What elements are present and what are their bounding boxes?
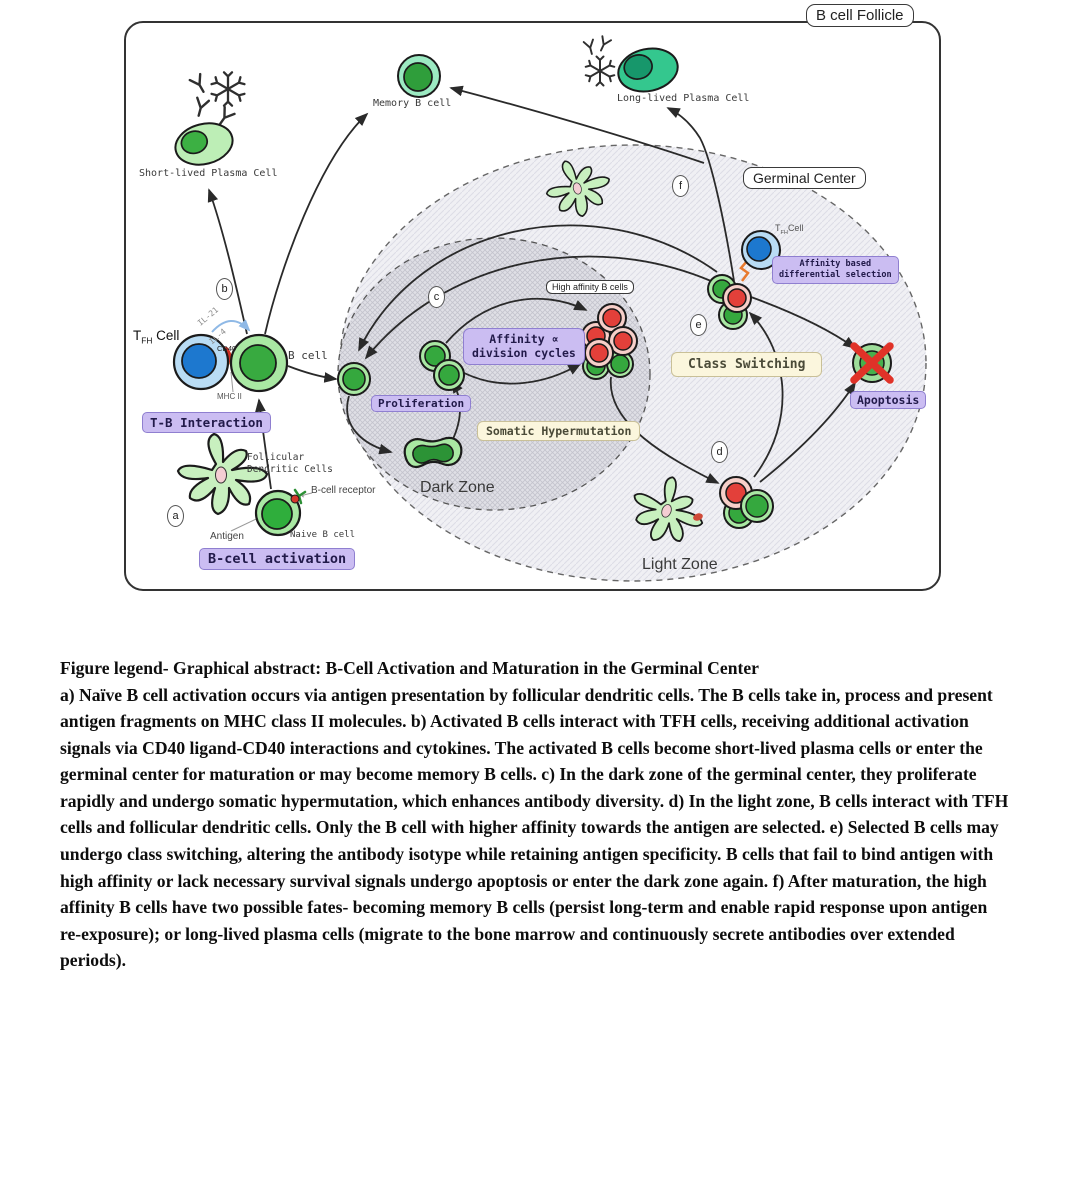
fdc-label (247, 452, 333, 477)
step-b-marker: b (216, 278, 233, 300)
darkzone-entry-nucleus (343, 368, 365, 390)
memory-b-cell-label: Memory B cell (373, 98, 452, 109)
somatic-hypermutation-box: Somatic Hypermutation (477, 421, 640, 441)
affinity-line2: division cycles (472, 346, 576, 361)
legend-body: a) Naïve B cell activation occurs via antigen presentation by follicular dendritic cells. The B cells take in, process and present antigen fragments on MHC class II molecules. b) Activated B cells interact with TFH cells, receiving additional activation signals via CD40 ligand-CD40 interactions and cytokines. The activated B cells become short-lived plasma cells or enter the germinal center for maturation or may become memory B cells. c) In the dark zone of the germinal center, they proliferate rapidly and undergo somatic hypermutation, which enhances antibody diversity. d) In the light zone, B cells interact with TFH cells and follicular dendritic cells. Only the B cell with higher affinity towards the antigen are selected. e) Selected B cells may undergo class switching, altering the antibody isotype while retaining antigen specificity. B cells that fail to bind antigen with high affinity or lack necessary survival signals undergo apoptosis or enter the dark zone again. f) After maturation, the high affinity B cells have two possible fates- becoming memory B cells (persist long-term and enable rapid response upon antigen re-exposure); or long-lived plasma cells (migrate to the bone marrow and continuously secrete antibodies over extended periods). (60, 684, 1009, 971)
affinity-line1: Affinity ∝ (489, 332, 559, 346)
tfh-t: T (133, 328, 142, 343)
selection-line2: differential selection (779, 270, 892, 281)
b-cell-receptor-label: B-cell receptor (311, 485, 376, 496)
proliferating-b-cell-nucleus (439, 365, 459, 385)
selection-line1: Affinity based (799, 259, 872, 269)
tfh-t: T (775, 223, 781, 233)
tfh-rest: Cell (152, 328, 180, 343)
b-cell-follicle-label: B cell Follicle (806, 4, 914, 27)
short-lived-plasma-cell-label: Short-lived Plasma Cell (139, 168, 278, 179)
tfh-cell-nucleus (182, 344, 216, 378)
il21-label: IL-21 (195, 305, 221, 328)
selected-b-cell-nucleus (728, 289, 746, 307)
tfh-rest: Cell (787, 223, 804, 233)
fdc-label-line2: Dendritic Cells (247, 464, 333, 476)
antigen-label: Antigen (210, 531, 244, 542)
tfh-cell-label (133, 328, 179, 346)
proliferation-box: Proliferation (371, 395, 471, 412)
tb-interaction-box: T-B Interaction (142, 412, 271, 433)
antigen-dot (291, 495, 299, 503)
long-lived-plasma-cell-label: Long-lived Plasma Cell (617, 93, 750, 104)
step-c-marker: c (428, 286, 445, 308)
il4-label: IL-4 (207, 326, 228, 347)
high-affinity-label: High affinity B cells (546, 280, 634, 294)
affinity-division-box (463, 328, 585, 365)
step-a-marker: a (167, 505, 184, 527)
step-d-marker: d (711, 441, 728, 463)
apoptosis-box: Apoptosis (850, 391, 926, 409)
high-affinity-nucleus (590, 344, 608, 362)
figure-legend (60, 655, 1010, 974)
light-zone-label: Light Zone (642, 556, 718, 573)
germinal-center-label: Germinal Center (743, 167, 866, 189)
tfh-cell-germinal-nucleus (747, 237, 771, 261)
dividing-b-cell (405, 438, 462, 467)
step-f-marker: f (672, 175, 689, 197)
tfh-cell-germinal-label (775, 223, 803, 236)
cluster-green-nucleus (611, 355, 629, 373)
lightzone-green-nucleus (746, 495, 768, 517)
high-affinity-nucleus (603, 309, 621, 327)
dark-zone-label: Dark Zone (420, 479, 495, 496)
b-cell-label: B cell (288, 349, 328, 362)
tfh-sub: FH (141, 335, 153, 346)
tfh-sub: FH (780, 229, 788, 236)
affinity-selection-box (772, 256, 899, 284)
naive-b-cell-label: Naive B cell (290, 530, 356, 540)
high-affinity-nucleus (614, 332, 632, 350)
naive-b-cell-nucleus (262, 499, 292, 529)
memory-b-cell-nucleus (404, 63, 432, 91)
mhc2-label: MHC II (217, 392, 242, 401)
b-cell-nucleus (240, 345, 276, 381)
b-cell-activation-box: B-cell activation (199, 548, 355, 570)
step-e-marker: e (690, 314, 707, 336)
legend-title: Figure legend- Graphical abstract: B-Cell Activation and Maturation in the Germinal Center (60, 658, 759, 678)
fdc-label-line1: Follicular (247, 452, 305, 463)
class-switching-box: Class Switching (671, 352, 822, 377)
cd40-label: CD40 (217, 344, 237, 353)
